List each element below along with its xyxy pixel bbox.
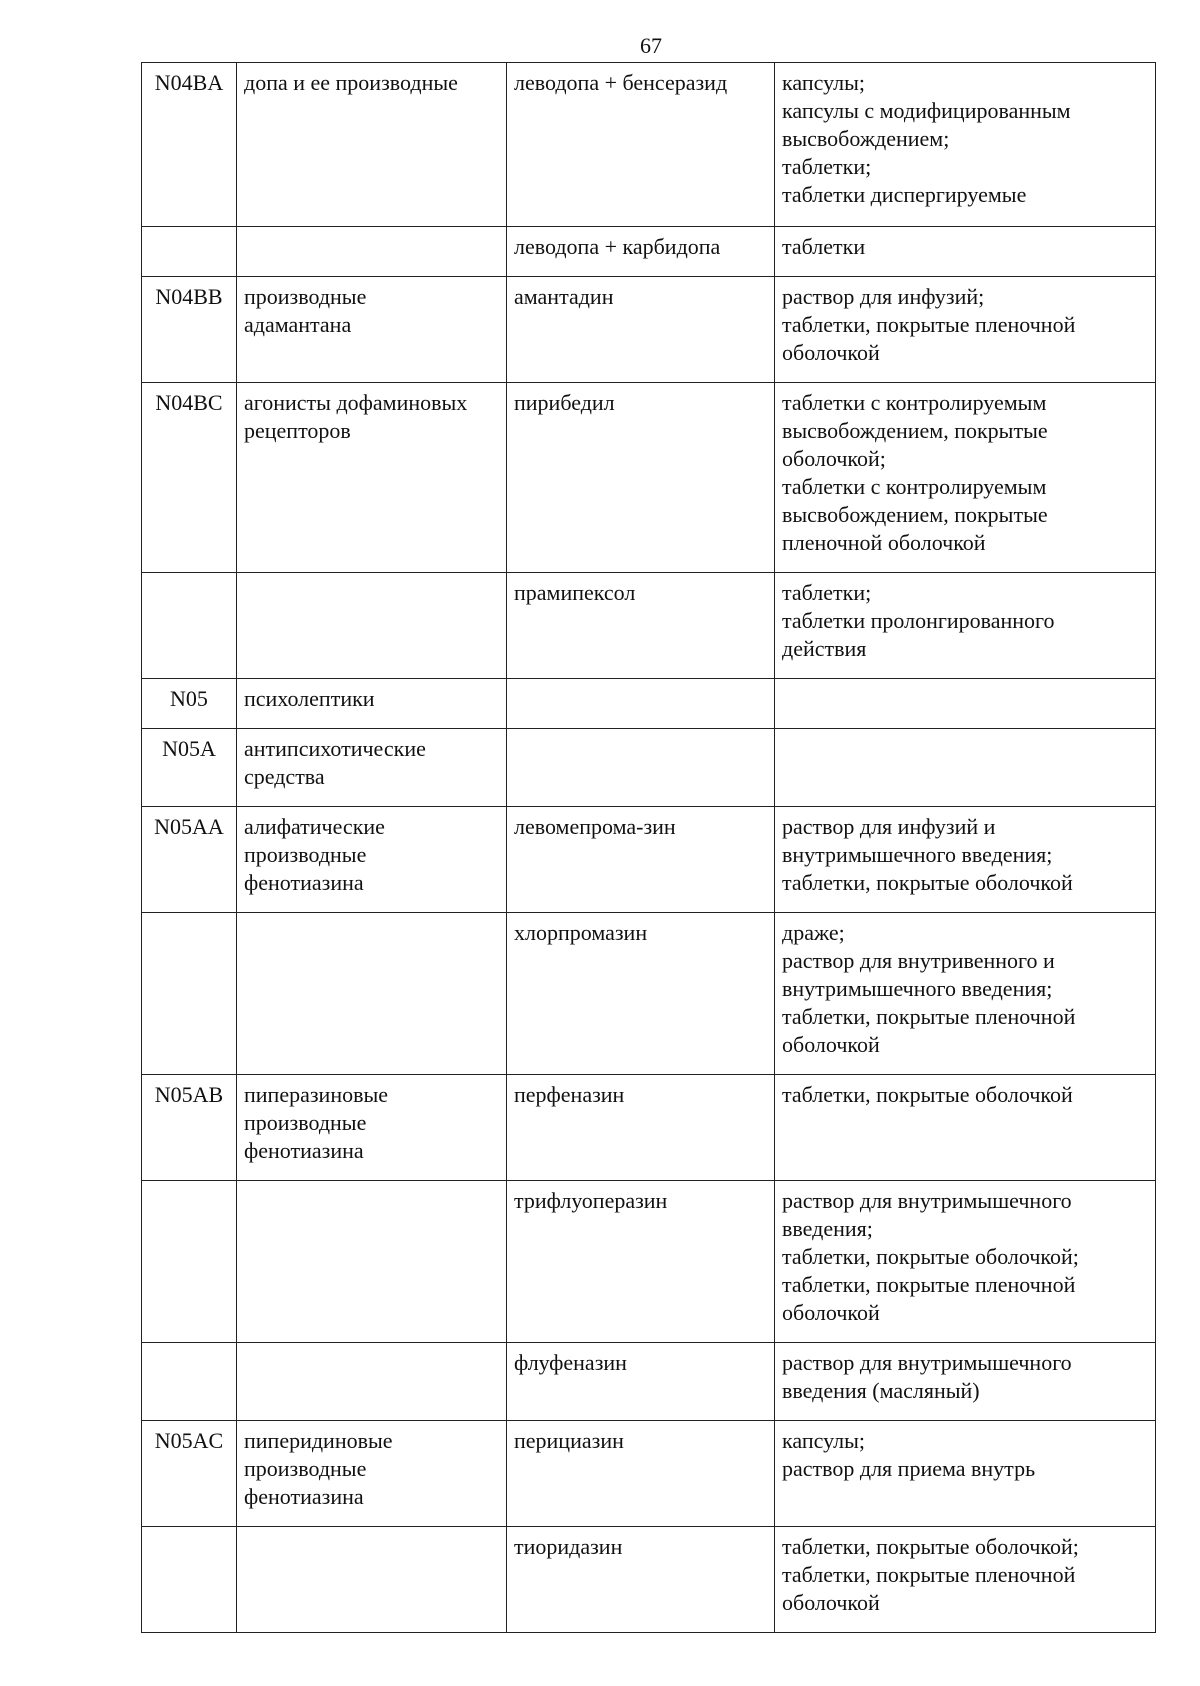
cell-text-line: высвобождением, покрытые [782, 502, 1048, 527]
cell-text-line: таблетки, покрытые оболочкой; [782, 1244, 1079, 1269]
cell-text-line: производные [244, 284, 367, 309]
cell-text-line: левомепрома-зин [514, 814, 676, 839]
dosage-form-cell [775, 573, 1156, 679]
table-row [142, 227, 1156, 277]
atc-code-cell [142, 383, 237, 573]
cell-text-line: раствор для приема внутрь [782, 1456, 1036, 1481]
cell-text-line: таблетки пролонгированного [782, 608, 1055, 633]
dosage-form-cell [775, 913, 1156, 1075]
atc-code-cell [142, 1075, 237, 1181]
atc-code-cell [142, 1181, 237, 1343]
cell-text-line: фенотиазина [244, 870, 364, 895]
cell-text-line: таблетки; [782, 154, 872, 179]
atc-code-cell [142, 679, 237, 729]
cell-text-line: леводопа + бенсеразид [514, 70, 728, 95]
table-row [142, 1075, 1156, 1181]
drug-name-cell [507, 63, 775, 227]
cell-text-line: таблетки [782, 234, 866, 259]
cell-text-line: таблетки, покрытые пленочной [782, 1004, 1076, 1029]
cell-text-line: таблетки; [782, 580, 872, 605]
cell-text-line: драже; [782, 920, 845, 945]
cell-text-line: оболочкой [782, 1300, 880, 1325]
group-name-cell [237, 913, 507, 1075]
cell-text-line: средства [244, 764, 325, 789]
group-name-cell [237, 1527, 507, 1633]
dosage-form-cell [775, 227, 1156, 277]
cell-text-line: пленочной оболочкой [782, 530, 986, 555]
table-row [142, 573, 1156, 679]
cell-text-line: пиперазиновые [244, 1082, 389, 1107]
drug-name-cell [507, 573, 775, 679]
cell-text-line: действия [782, 636, 867, 661]
page-number: 67 [640, 33, 662, 58]
drug-name-cell [507, 1343, 775, 1421]
drug-name-cell [507, 1527, 775, 1633]
group-name-cell [237, 277, 507, 383]
cell-text-line: таблетки с контролируемым [782, 474, 1047, 499]
cell-text-line: перфеназин [514, 1082, 625, 1107]
atc-code-cell [142, 573, 237, 679]
cell-text-line: таблетки с контролируемым [782, 390, 1047, 415]
cell-text-line: капсулы; [782, 1428, 865, 1453]
group-name-cell [237, 383, 507, 573]
table-row [142, 1421, 1156, 1527]
group-name-cell [237, 1343, 507, 1421]
cell-text-line: раствор для внутримышечного [782, 1350, 1072, 1375]
group-name-cell [237, 807, 507, 913]
cell-text-line: пирибедил [514, 390, 615, 415]
cell-text-line: рецепторов [244, 418, 351, 443]
drug-name-cell [507, 1421, 775, 1527]
cell-text-line: N05A [162, 736, 216, 761]
table-row [142, 63, 1156, 227]
cell-text-line: внутримышечного введения; [782, 976, 1053, 1001]
drug-name-cell [507, 1075, 775, 1181]
cell-text-line: производные [244, 1110, 367, 1135]
table-body [142, 63, 1156, 1633]
cell-text-line: введения; [782, 1216, 873, 1241]
cell-text-line: оболочкой; [782, 446, 886, 471]
cell-text-line: N05AB [154, 1082, 224, 1107]
cell-text-line: флуфеназин [514, 1350, 627, 1375]
cell-text-line: таблетки, покрытые оболочкой [782, 870, 1073, 895]
dosage-form-cell [775, 1075, 1156, 1181]
cell-text-line: N04BB [155, 284, 223, 309]
cell-text-line: таблетки, покрытые пленочной [782, 312, 1076, 337]
cell-text-line: капсулы; [782, 70, 865, 95]
cell-text-line: допа и ее производные [244, 70, 458, 95]
atc-code-cell [142, 729, 237, 807]
cell-text-line: производные [244, 1456, 367, 1481]
cell-text-line: N04BA [154, 70, 224, 95]
table-row [142, 729, 1156, 807]
table-row [142, 277, 1156, 383]
drug-name-cell [507, 227, 775, 277]
atc-code-cell [142, 913, 237, 1075]
group-name-cell [237, 1421, 507, 1527]
cell-text-line: введения (масляный) [782, 1378, 980, 1403]
atc-code-cell [142, 1343, 237, 1421]
cell-text-line: агонисты дофаминовых [244, 390, 468, 415]
cell-text-line: перициазин [514, 1428, 624, 1453]
cell-text-line: раствор для внутривенного и [782, 948, 1055, 973]
cell-text-line: производные [244, 842, 367, 867]
drug-name-cell [507, 679, 775, 729]
group-name-cell [237, 1181, 507, 1343]
table-row [142, 1181, 1156, 1343]
cell-text-line: леводопа + карбидопа [514, 234, 721, 259]
cell-text-line: таблетки, покрытые оболочкой; [782, 1534, 1079, 1559]
cell-text-line: адамантана [244, 312, 352, 337]
drug-name-cell [507, 729, 775, 807]
dosage-form-cell [775, 729, 1156, 807]
cell-text-line: N05AA [154, 814, 224, 839]
group-name-cell [237, 679, 507, 729]
cell-text-line: психолептики [244, 686, 375, 711]
group-name-cell [237, 63, 507, 227]
cell-text-line: таблетки, покрытые пленочной [782, 1272, 1076, 1297]
dosage-form-cell [775, 1343, 1156, 1421]
cell-text-line: оболочкой [782, 1032, 880, 1057]
atc-code-cell [142, 277, 237, 383]
cell-text-line: фенотиазина [244, 1138, 364, 1163]
cell-text-line: оболочкой [782, 1590, 880, 1615]
cell-text-line: высвобождением, покрытые [782, 418, 1048, 443]
cell-text-line: внутримышечного введения; [782, 842, 1053, 867]
cell-text-line: алифатические [244, 814, 385, 839]
cell-text-line: N05 [170, 686, 208, 711]
group-name-cell [237, 573, 507, 679]
cell-text-line: N04BC [155, 390, 223, 415]
cell-text-line: пиперидиновые [244, 1428, 393, 1453]
cell-text-line: раствор для инфузий и [782, 814, 996, 839]
drug-name-cell [507, 913, 775, 1075]
drug-name-cell [507, 383, 775, 573]
group-name-cell [237, 729, 507, 807]
cell-text-line: тиоридазин [514, 1534, 623, 1559]
cell-text-line: N05AC [154, 1428, 224, 1453]
table-row [142, 1527, 1156, 1633]
cell-text-line: таблетки диспергируемые [782, 182, 1027, 207]
cell-text-line: высвобождением; [782, 126, 950, 151]
cell-text-line: раствор для инфузий; [782, 284, 985, 309]
group-name-cell [237, 227, 507, 277]
cell-text-line: таблетки, покрытые оболочкой [782, 1082, 1073, 1107]
dosage-form-cell [775, 1421, 1156, 1527]
dosage-form-cell [775, 383, 1156, 573]
cell-text-line: оболочкой [782, 340, 880, 365]
dosage-form-cell [775, 807, 1156, 913]
cell-text-line: фенотиазина [244, 1484, 364, 1509]
table-row [142, 1343, 1156, 1421]
cell-text-line: таблетки, покрытые пленочной [782, 1562, 1076, 1587]
table-row [142, 913, 1156, 1075]
table-row [142, 807, 1156, 913]
cell-text-line: трифлуоперазин [514, 1188, 668, 1213]
drug-name-cell [507, 277, 775, 383]
atc-code-cell [142, 807, 237, 913]
table-row [142, 383, 1156, 573]
drug-name-cell [507, 807, 775, 913]
table-row [142, 679, 1156, 729]
cell-text-line: раствор для внутримышечного [782, 1188, 1072, 1213]
dosage-form-cell [775, 1527, 1156, 1633]
dosage-form-cell [775, 277, 1156, 383]
cell-text-line: хлорпромазин [514, 920, 648, 945]
dosage-form-cell [775, 63, 1156, 227]
group-name-cell [237, 1075, 507, 1181]
drug-classification-table [141, 62, 1156, 1633]
atc-code-cell [142, 227, 237, 277]
dosage-form-cell [775, 1181, 1156, 1343]
cell-text-line: амантадин [514, 284, 614, 309]
drug-name-cell [507, 1181, 775, 1343]
cell-text-line: капсулы с модифицированным [782, 98, 1071, 123]
dosage-form-cell [775, 679, 1156, 729]
cell-text-line: антипсихотические [244, 736, 426, 761]
atc-code-cell [142, 1421, 237, 1527]
atc-code-cell [142, 1527, 237, 1633]
cell-text-line: прамипексол [514, 580, 636, 605]
atc-code-cell [142, 63, 237, 227]
